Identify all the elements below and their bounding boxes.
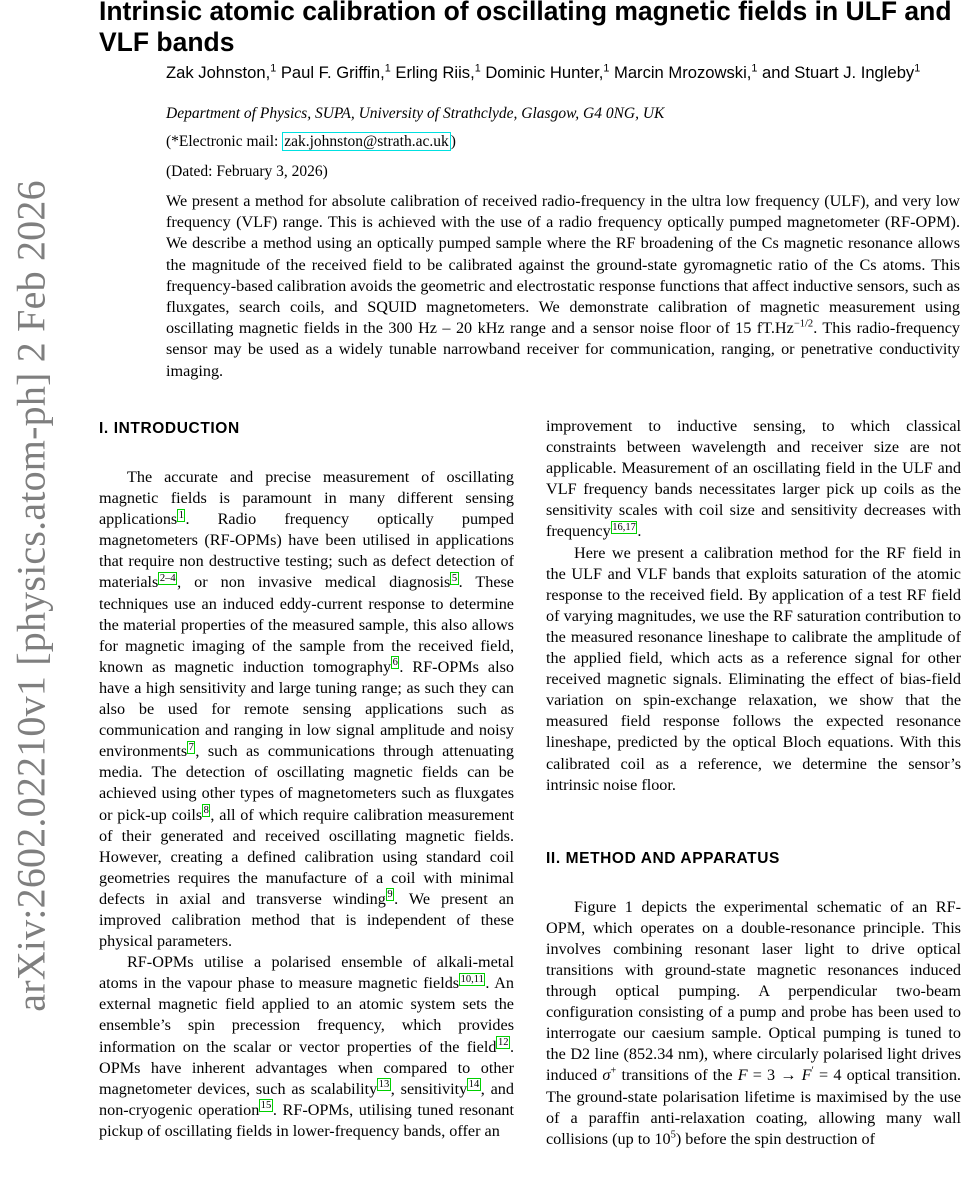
citation-link[interactable]: 9 <box>387 889 393 901</box>
author: Paul F. Griffin,$^1$ <box>280 62 391 82</box>
author: Dominic Hunter,$^1$ <box>485 62 610 82</box>
author: Erling Riis,$^1$ <box>395 62 481 82</box>
citation-link[interactable]: 6 <box>392 657 398 669</box>
paper-title: Intrinsic atomic calibration of oscillating magnetic fields in ULF and VLF bands <box>99 0 952 57</box>
author-list <box>166 62 931 84</box>
author: Marcin Mrozowski,$^1$ <box>614 62 758 82</box>
citation-link[interactable]: 1 <box>178 509 184 521</box>
citation-link[interactable]: 2–4 <box>159 573 176 585</box>
intro-paragraph-3: improvement to inductive sensing, to which classical constraints between wavelength and receiver size are not applicable. Measurement of an oscillating field in the ULF and VLF frequency bands necessitates larger pick up coils as the sensitivity scales with coil size and sensitivity decreases with frequency $^{16,17}$. <box>546 417 961 541</box>
author: and Stuart J. Ingleby$^1$ <box>762 62 921 82</box>
citation-link[interactable]: 12 <box>497 1037 509 1049</box>
date-line: (Dated: February 3, 2026) <box>166 163 328 180</box>
citation-link[interactable]: 16,17 <box>612 522 636 534</box>
citation-link[interactable]: 7 <box>188 741 194 753</box>
citation-link[interactable]: 15 <box>260 1100 272 1112</box>
section-heading-introduction: I. INTRODUCTION <box>99 420 240 437</box>
arxiv-sidebar <box>0 0 62 1200</box>
left-column <box>99 418 514 1142</box>
citation-link[interactable]: 14 <box>468 1079 480 1091</box>
intro-paragraph-1: The accurate and precise measurement of oscillating magnetic fields is paramount in many different sensing applications $^1$. Radio frequency optically pumped magnetometers (RF-OPMs) have been utilised in applications that require non destructive testing; such as defect detection of materials $^{2-4}$, or non invasive medical diagnosis $^5$. These techniques use an induced eddy-current response to determine the material properties of the measured sample, this also allows for magnetic imaging of the sample from the received field, known as magnetic induction tomography $^6$. RF-OPMs also have a high sensitivity and large tuning range; as such they can also be used for remote sensing applications such as communication and ranging in low signal amplitude and noisy environments $^7$, such as communications through attenuating media. The detection of oscillating magnetic fields can be achieved using other types of magnetometers such as fluxgates or pick-up coils $^8$, all of which require calibration measurement of their generated and received oscillating magnetic fields. However, creating a defined calibration using standard coil geometries requires the manufacture of a coil with minimal defects in axial and transverse winding $^9$. We present an improved calibration method that is independent of these physical parameters. <box>99 468 515 951</box>
author: Zak Johnston,$^1$ <box>166 62 277 82</box>
arxiv-identifier: arXiv:2602.02210v1 [physics.atom-ph] 2 Feb 2026 <box>8 180 54 1012</box>
affiliation: Department of Physics, SUPA, University of Strathclyde, Glasgow, G4 0NG, UK <box>166 105 665 122</box>
intro-paragraph-4: Here we present a calibration method for the RF field in the ULF and VLF bands that exploits saturation of the atomic response to the received field. By application of a test RF field of varying magnitudes, we use the RF saturation contribution to the measured resonance lineshape to calibrate the amplitude of the applied field, which acts as a reference signal for other received magnetic signals. Eliminating the effect of bias-field variation on spin-exchange relaxation, we show that the measured field response follows the expected resonance lineshape, predicted by the optical Bloch equations. With this calibrated coil as a reference, we determine the sensor’s intrinsic noise floor. <box>546 543 961 794</box>
email-link[interactable]: zak.johnston@strath.ac.uk <box>284 133 449 150</box>
section-heading-method: II. METHOD AND APPARATUS <box>546 849 780 867</box>
citation-link[interactable]: 5 <box>451 573 458 585</box>
citation-link[interactable]: 10,11 <box>460 973 484 985</box>
abstract: We present a method for absolute calibration of received radio-frequency in the ultra low frequency (ULF), and very low frequency (VLF) range. This is achieved with the use of a radio frequency optically pumped magnetometer (RF-OPM). We describe a method using an optically pumped sample where the RF broadening of the Cs magnetic resonance allows the magnitude of the received field to be calibrated against the ground-state gyromagnetic ratio of the Cs atoms. This frequency-based calibration avoids the geometric and electrostatic response functions that affect inductive sensors, such as fluxgates, search coils, and SQUID magnetometers. We demonstrate calibration of magnetic measurement using oscillating magnetic fields in the 300 Hz – 20 kHz range and a sensor noise floor of 15 $fT.Hz^{-1/2}$. This radio-frequency sensor may be used as a widely tunable narrowband receiver for communication, ranging, or penetrative conductivity imaging. <box>166 192 960 380</box>
citation-link[interactable]: 13 <box>378 1079 390 1091</box>
citation-link[interactable]: 8 <box>203 805 209 817</box>
right-column <box>546 416 961 1150</box>
corresponding-email: (*Electronic mail: zak.johnston@strath.ac.uk ) <box>166 133 456 150</box>
method-paragraph-1: Figure 1 depicts the experimental schematic of an RF-OPM, which operates on a double-resonance principle. This involves combining resonant laser light to drive optical transitions with ground-state magnetic resonances induced through optical pumping. A perpendicular two-beam configuration consisting of a pump and probe has been used to interrogate our caesium sample. Optical pumping is tuned to the D2 line (852.34 nm), where circularly polarised light drives induced σ+ transitions of the F = 3 → F′ = 4 optical transition. The ground-state polarisation lifetime is maximised by the use of a paraffin anti-relaxation coating, allowing many wall collisions (up to $10^5$) before the spin destruction of <box>546 897 961 1148</box>
intro-paragraph-2: RF-OPMs utilise a polarised ensemble of alkali-metal atoms in the vapour phase to measure magnetic fields $^{10,11}$. An external magnetic field applied to an atomic system sets the ensemble’s spin precession frequency, which provides information on the scalar or vector properties of the field $^{12}$. OPMs have inherent advantages when compared to other magnetometer devices, such as scalability $^{13}$, sensitivity $^{14}$, and non-cryogenic operation $^{15}$. RF-OPMs, utilising tuned resonant pickup of oscillating fields in lower-frequency bands, offer an <box>99 953 515 1140</box>
